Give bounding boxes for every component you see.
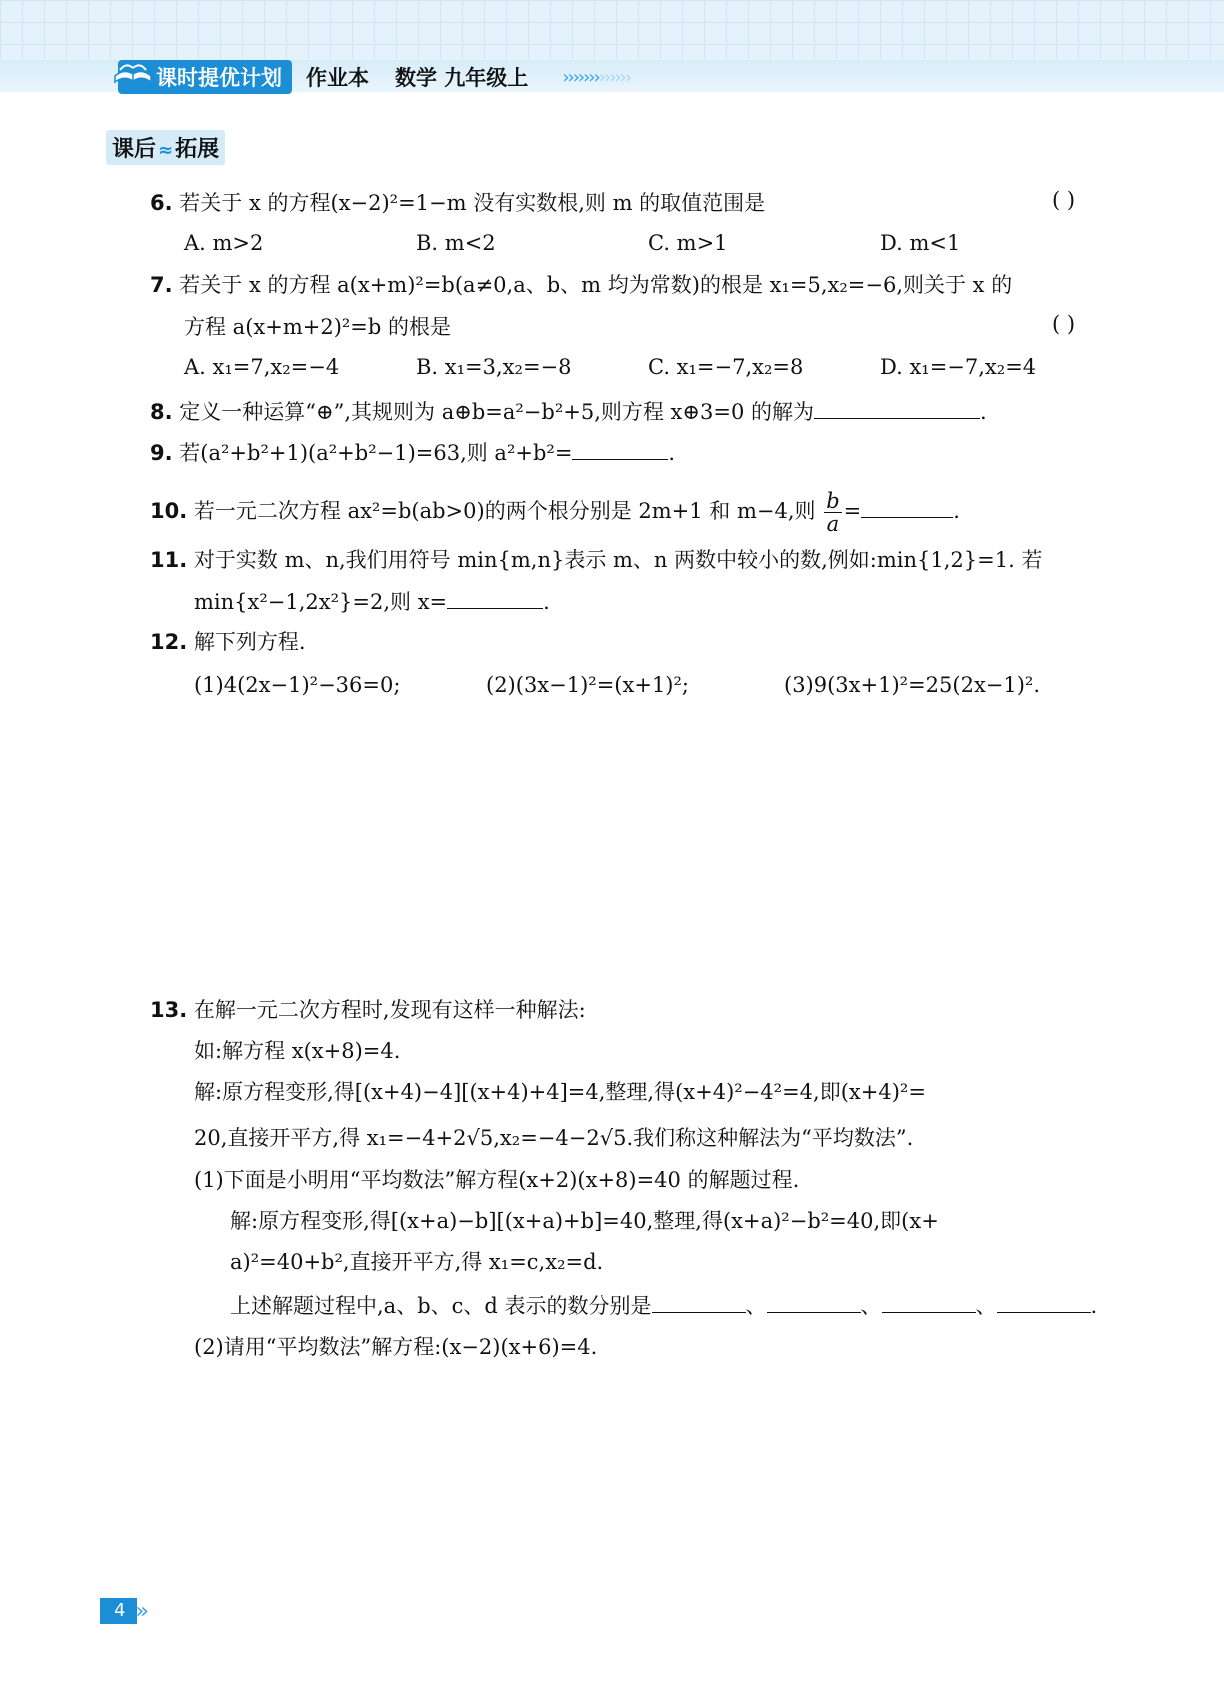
question-number: 12. (150, 630, 188, 654)
answer-blank-b[interactable] (767, 1290, 861, 1313)
brand-badge (118, 60, 292, 94)
question-11 (150, 545, 1042, 575)
answer-paren: ( ) (1052, 312, 1076, 336)
option-a: A. x₁=7,x₂=−4 (184, 355, 340, 379)
answer-blank[interactable] (447, 586, 543, 609)
question-text: 上述解题过程中,a、b、c、d 表示的数分别是 (230, 1294, 652, 1318)
q13-part-1: (1)下面是小明用“平均数法”解方程(x+2)(x+8)=40 的解题过程. (194, 1168, 800, 1192)
option-b: B. m<2 (416, 231, 496, 255)
period: . (980, 400, 987, 424)
answer-blank[interactable] (572, 437, 668, 460)
question-text: 定义一种运算“⊕”,其规则为 a⊕b=a²−b²+5,则方程 x⊕3=0 的解为 (179, 400, 814, 424)
answer-blank-c[interactable] (882, 1290, 976, 1313)
q13-solution-2: 20,直接开平方,得 x₁=−4+2√5,x₂=−4−2√5.我们称这种解法为“平均数法”. (194, 1126, 914, 1150)
question-7 (150, 270, 1012, 300)
question-12 (150, 627, 306, 657)
question-text: 若一元二次方程 ax²=b(ab>0)的两个根分别是 2m+1 和 m−4,则 (193, 499, 816, 523)
answer-paren: ( ) (1052, 188, 1076, 212)
equals: = (843, 499, 862, 523)
fraction (824, 490, 841, 535)
option-c: C. x₁=−7,x₂=8 (648, 355, 804, 379)
question-text: 若(a²+b²+1)(a²+b²−1)=63,则 a²+b²= (179, 441, 573, 465)
fraction-denominator: a (826, 512, 840, 536)
question-number: 8. (150, 400, 173, 424)
option-d: D. x₁=−7,x₂=4 (880, 355, 1037, 379)
separator: 、 (975, 1294, 997, 1318)
open-book-icon (112, 50, 154, 86)
question-8 (150, 396, 987, 427)
q13-part-2: (2)请用“平均数法”解方程:(x−2)(x+6)=4. (194, 1335, 598, 1359)
question-text: 若关于 x 的方程(x−2)²=1−m 没有实数根,则 m 的取值范围是 (179, 191, 766, 215)
answer-blank[interactable] (814, 396, 980, 419)
q13-example: 如:解方程 x(x+8)=4. (194, 1039, 401, 1063)
answer-blank-a[interactable] (652, 1290, 746, 1313)
answer-blank-d[interactable] (997, 1290, 1091, 1313)
period: . (953, 499, 960, 523)
book-type: 作业本 (306, 66, 369, 90)
question-number: 7. (150, 273, 173, 297)
q13-part-1-solution-1: 解:原方程变形,得[(x+a)−b][(x+a)+b]=40,整理,得(x+a)²−b²=40,即(x+ (230, 1209, 939, 1233)
question-number: 10. (150, 499, 188, 523)
period: . (543, 590, 550, 614)
brand-title: 课时提优计划 (156, 66, 282, 90)
wave-icon: ≈ (158, 140, 174, 161)
question-text: 解下列方程. (193, 630, 306, 654)
q13-part-1-solution-2: a)²=40+b²,直接开平方,得 x₁=c,x₂=d. (230, 1250, 604, 1274)
question-13 (150, 995, 586, 1025)
option-a: A. m>2 (184, 231, 264, 255)
question-text: 对于实数 m、n,我们用符号 min{m,n}表示 m、n 两数中较小的数,例如:min{1,2}=1. 若 (193, 548, 1043, 572)
page-number (100, 1598, 149, 1624)
question-6 (150, 188, 765, 218)
question-text: 若关于 x 的方程 a(x+m)²=b(a≠0,a、b、m 均为常数)的根是 x₁=5,x₂=−6,则关于 x 的 (179, 273, 1013, 297)
subject-grade: 数学 九年级上 (395, 66, 529, 90)
question-7-line2: 方程 a(x+m+2)²=b 的根是 (184, 315, 452, 339)
q12-part-3: (3)9(3x+1)²=25(2x−1)². (784, 673, 1041, 697)
section-tag-right: 拓展 (175, 137, 220, 162)
option-d: D. m<1 (880, 231, 961, 255)
q12-part-1: (1)4(2x−1)²−36=0; (194, 673, 401, 697)
separator: 、 (745, 1294, 767, 1318)
fraction-numerator: b (826, 489, 840, 513)
question-number: 11. (150, 548, 188, 572)
question-number: 6. (150, 191, 173, 215)
question-number: 13. (150, 998, 188, 1022)
question-11-line2 (194, 586, 550, 617)
q13-solution-1: 解:原方程变形,得[(x+4)−4][(x+4)+4]=4,整理,得(x+4)²−4²=4,即(x+4)²= (194, 1080, 926, 1104)
page-number-value: 4 (100, 1598, 137, 1624)
option-c: C. m>1 (648, 231, 728, 255)
q12-part-2: (2)(3x−1)²=(x+1)²; (486, 673, 689, 697)
question-number: 9. (150, 441, 173, 465)
answer-blank[interactable] (861, 495, 953, 518)
period: . (1090, 1294, 1098, 1318)
period: . (668, 441, 676, 465)
separator: 、 (860, 1294, 882, 1318)
question-text: min{x²−1,2x²}=2,则 x= (194, 590, 448, 614)
q13-part-1-question (230, 1290, 1097, 1321)
chevron-right-icon: ››››››››››››› (562, 66, 630, 88)
question-10 (150, 490, 960, 535)
section-tag (106, 130, 225, 165)
header-brand (118, 62, 630, 92)
question-9 (150, 437, 675, 468)
option-b: B. x₁=3,x₂=−8 (416, 355, 572, 379)
chevron-right-icon: » (135, 1598, 149, 1624)
section-tag-left: 课后 (112, 137, 157, 162)
question-text: 在解一元二次方程时,发现有这样一种解法: (193, 998, 586, 1022)
